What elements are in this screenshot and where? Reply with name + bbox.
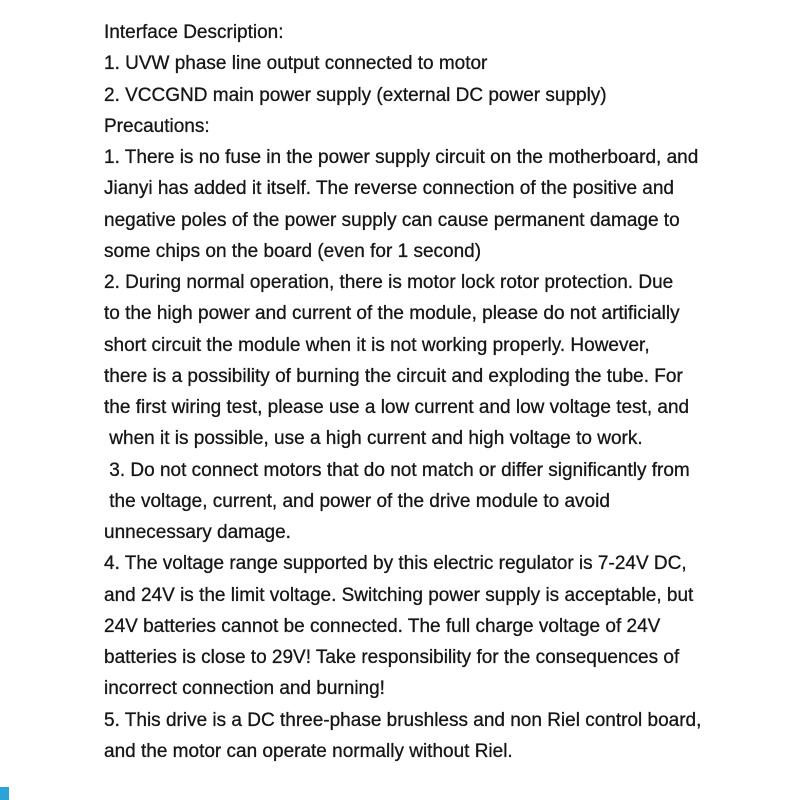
description-text-block xyxy=(104,17,784,767)
text-line: to the high power and current of the module, please do not artificially xyxy=(104,303,680,325)
text-line: 2. During normal operation, there is motor lock rotor protection. Due xyxy=(104,272,674,293)
text-line: 4. The voltage range supported by this electric regulator is 7-24V DC, xyxy=(104,553,687,575)
text-line: 3. Do not connect motors that do not match or differ significantly from xyxy=(104,459,690,481)
text-line-interface-description-heading: Interface Description: xyxy=(104,22,284,43)
text-line: negative poles of the power supply can cause permanent damage to xyxy=(104,209,680,231)
text-line: Jianyi has added it itself. The reverse connection of the positive and xyxy=(104,178,674,200)
text-line: unnecessary damage. xyxy=(104,522,291,543)
text-line: 1. UVW phase line output connected to motor xyxy=(104,53,488,75)
text-line: there is a possibility of burning the circuit and exploding the tube. For xyxy=(104,365,683,387)
text-line: and the motor can operate normally without Riel. xyxy=(104,740,513,762)
text-line: 2. VCCGND main power supply (external DC power supply) xyxy=(104,84,607,106)
corner-artifact xyxy=(0,787,9,800)
text-line: incorrect connection and burning! xyxy=(104,678,385,700)
text-line: the voltage, current, and power of the drive module to avoid xyxy=(104,490,610,512)
text-line: 24V batteries cannot be connected. The full charge voltage of 24V xyxy=(104,615,661,637)
text-line: batteries is close to 29V! Take responsibility for the consequences of xyxy=(104,647,680,668)
text-line: some chips on the board (even for 1 second) xyxy=(104,240,482,262)
text-line: the first wiring test, please use a low current and low voltage test, and xyxy=(104,397,690,418)
text-line: and 24V is the limit voltage. Switching power supply is acceptable, but xyxy=(104,584,694,606)
text-line: 1. There is no fuse in the power supply circuit on the motherboard, and xyxy=(104,147,699,168)
text-line-precautions-heading: Precautions: xyxy=(104,115,210,137)
text-line: 5. This drive is a DC three-phase brushless and non Riel control board, xyxy=(104,709,702,731)
text-line: when it is possible, use a high current and high voltage to work. xyxy=(104,428,643,450)
text-line: short circuit the module when it is not working properly. However, xyxy=(104,334,650,356)
